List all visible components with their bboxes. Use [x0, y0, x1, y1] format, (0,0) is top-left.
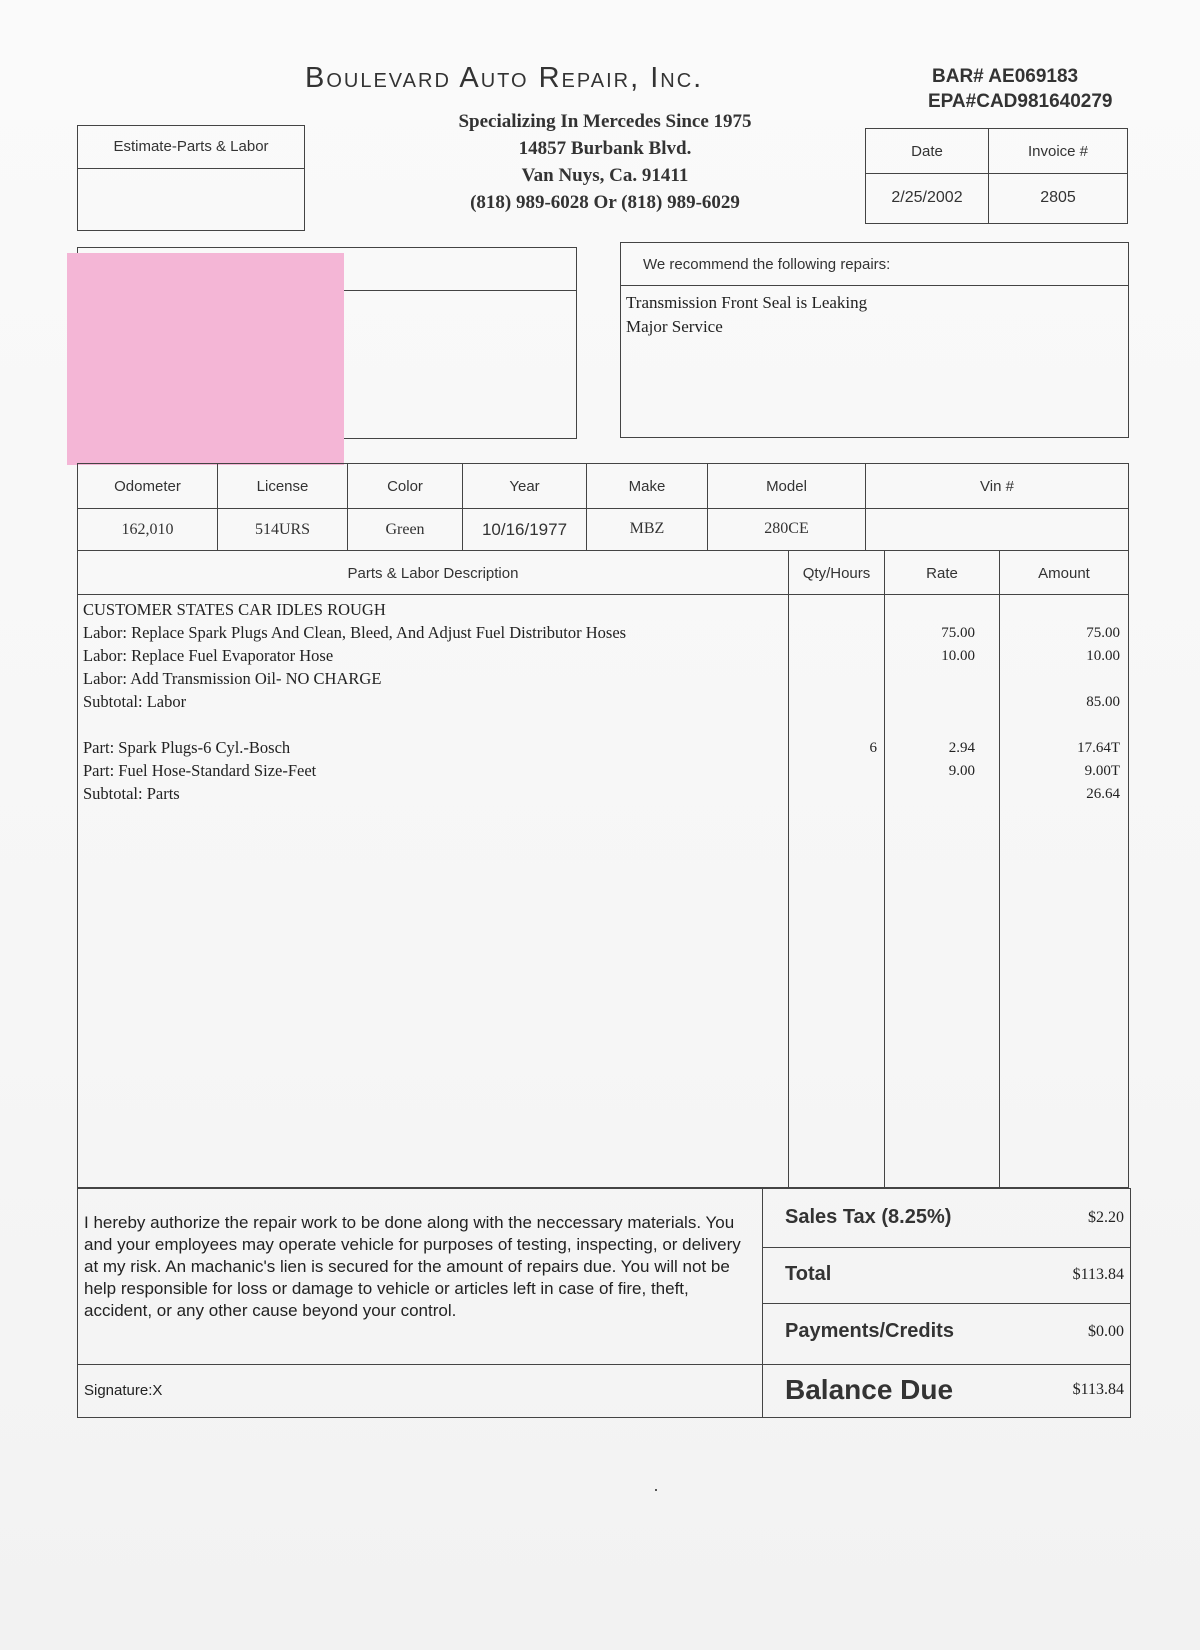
- balance-due-value: $113.84: [1072, 1381, 1124, 1398]
- table-row: [78, 737, 1128, 760]
- row-description: CUSTOMER STATES CAR IDLES ROUGH: [83, 600, 386, 619]
- row-amount: 17.64T: [1077, 740, 1120, 756]
- table-row: [78, 668, 1128, 691]
- table-row: [78, 691, 1128, 714]
- footer-section: [77, 1188, 1131, 1418]
- vehicle-table: [77, 463, 1129, 551]
- invoice-value: 2805: [1040, 189, 1076, 206]
- payments-label: Payments/Credits: [785, 1320, 954, 1342]
- table-row: [78, 599, 1128, 622]
- vin-label: Vin #: [980, 478, 1014, 495]
- city-address: Van Nuys, Ca. 91411: [521, 165, 689, 186]
- epa-number: EPA#CAD981640279: [928, 91, 1113, 112]
- row-rate: 75.00: [941, 625, 975, 641]
- row-amount: 26.64: [1086, 786, 1120, 802]
- row-amount: 10.00: [1086, 648, 1120, 664]
- amount-header: Amount: [1038, 565, 1090, 582]
- year-value: 10/16/1977: [481, 520, 568, 539]
- year-label: Year: [509, 478, 540, 495]
- row-description: Labor: Replace Spark Plugs And Clean, Bleed, And Adjust Fuel Distributor Hoses: [83, 623, 627, 642]
- row-rate: 9.00: [948, 763, 975, 779]
- table-row: [78, 622, 1128, 645]
- row-description: Part: Spark Plugs-6 Cyl.-Bosch: [83, 738, 291, 757]
- company-name: Boulevard Auto Repair, Inc.: [305, 62, 704, 94]
- color-label: Color: [387, 478, 423, 495]
- color-value: Green: [385, 521, 425, 538]
- row-amount: 85.00: [1086, 694, 1120, 710]
- row-description: Part: Fuel Hose-Standard Size-Feet: [83, 761, 317, 780]
- table-row: [78, 760, 1128, 783]
- recommend-label: We recommend the following repairs:: [643, 256, 891, 273]
- row-rate: 2.94: [948, 740, 975, 756]
- license-value: 514URS: [254, 521, 311, 538]
- row-amount: 75.00: [1086, 625, 1120, 641]
- make-value: MBZ: [629, 520, 665, 537]
- date-invoice-box: [865, 128, 1128, 224]
- phone-numbers: (818) 989-6028 Or (818) 989-6029: [470, 192, 740, 213]
- table-row: [78, 645, 1128, 668]
- total-value: $113.84: [1072, 1266, 1124, 1283]
- recommend-box: [620, 242, 1129, 438]
- signature-label: Signature:X: [84, 1382, 163, 1399]
- table-row: [78, 714, 1128, 737]
- qty-header: Qty/Hours: [802, 565, 871, 582]
- items-table: [77, 550, 1129, 1188]
- date-label: Date: [911, 143, 943, 160]
- table-row: [78, 783, 1128, 806]
- recommend-item: Transmission Front Seal is Leaking: [626, 293, 868, 312]
- street-address: 14857 Burbank Blvd.: [518, 138, 692, 159]
- speck: [655, 1489, 657, 1491]
- bar-number: BAR# AE069183: [932, 66, 1079, 87]
- row-description: Labor: Replace Fuel Evaporator Hose: [83, 646, 334, 665]
- estimate-label: Estimate-Parts & Labor: [113, 138, 269, 155]
- estimate-box: [77, 125, 305, 231]
- model-value: 280CE: [764, 520, 809, 537]
- sales-tax-value: $2.20: [1088, 1209, 1124, 1226]
- payments-value: $0.00: [1088, 1323, 1124, 1340]
- total-label: Total: [785, 1263, 832, 1285]
- odometer-label: Odometer: [114, 478, 181, 495]
- model-label: Model: [766, 478, 807, 495]
- redaction-patch: [67, 253, 344, 465]
- authorization-text: I hereby authorize the repair work to be done along with the neccessary materials. You and your employees may operate vehicle for purposes of testing, inspecting, or delivery at my risk. An machanic's lien is secured for the amount of repairs due. You will not be help responsible for loss or damage to vehicle or articles left in case of fire, theft, accident, or any other cause beyond your control.: [84, 1213, 741, 1320]
- rate-header: Rate: [926, 565, 958, 582]
- row-description: Subtotal: Labor: [83, 692, 187, 711]
- description-header: Parts & Labor Description: [347, 565, 519, 582]
- recommend-list: [626, 291, 867, 339]
- tagline: Specializing In Mercedes Since 1975: [458, 111, 752, 132]
- date-value: 2/25/2002: [891, 189, 963, 206]
- row-qty: 6: [869, 740, 877, 756]
- invoice-label: Invoice #: [1027, 143, 1089, 160]
- row-rate: 10.00: [941, 648, 975, 664]
- recommend-item: Major Service: [626, 317, 723, 336]
- row-description: Subtotal: Parts: [83, 784, 180, 803]
- balance-due-label: Balance Due: [785, 1374, 954, 1405]
- sales-tax-label: Sales Tax (8.25%): [785, 1206, 952, 1228]
- license-label: License: [256, 478, 309, 495]
- make-label: Make: [628, 478, 666, 495]
- row-description: Labor: Add Transmission Oil- NO CHARGE: [83, 669, 382, 688]
- odometer-value: 162,010: [121, 521, 174, 538]
- row-amount: 9.00T: [1084, 763, 1120, 779]
- address-block: [400, 108, 810, 216]
